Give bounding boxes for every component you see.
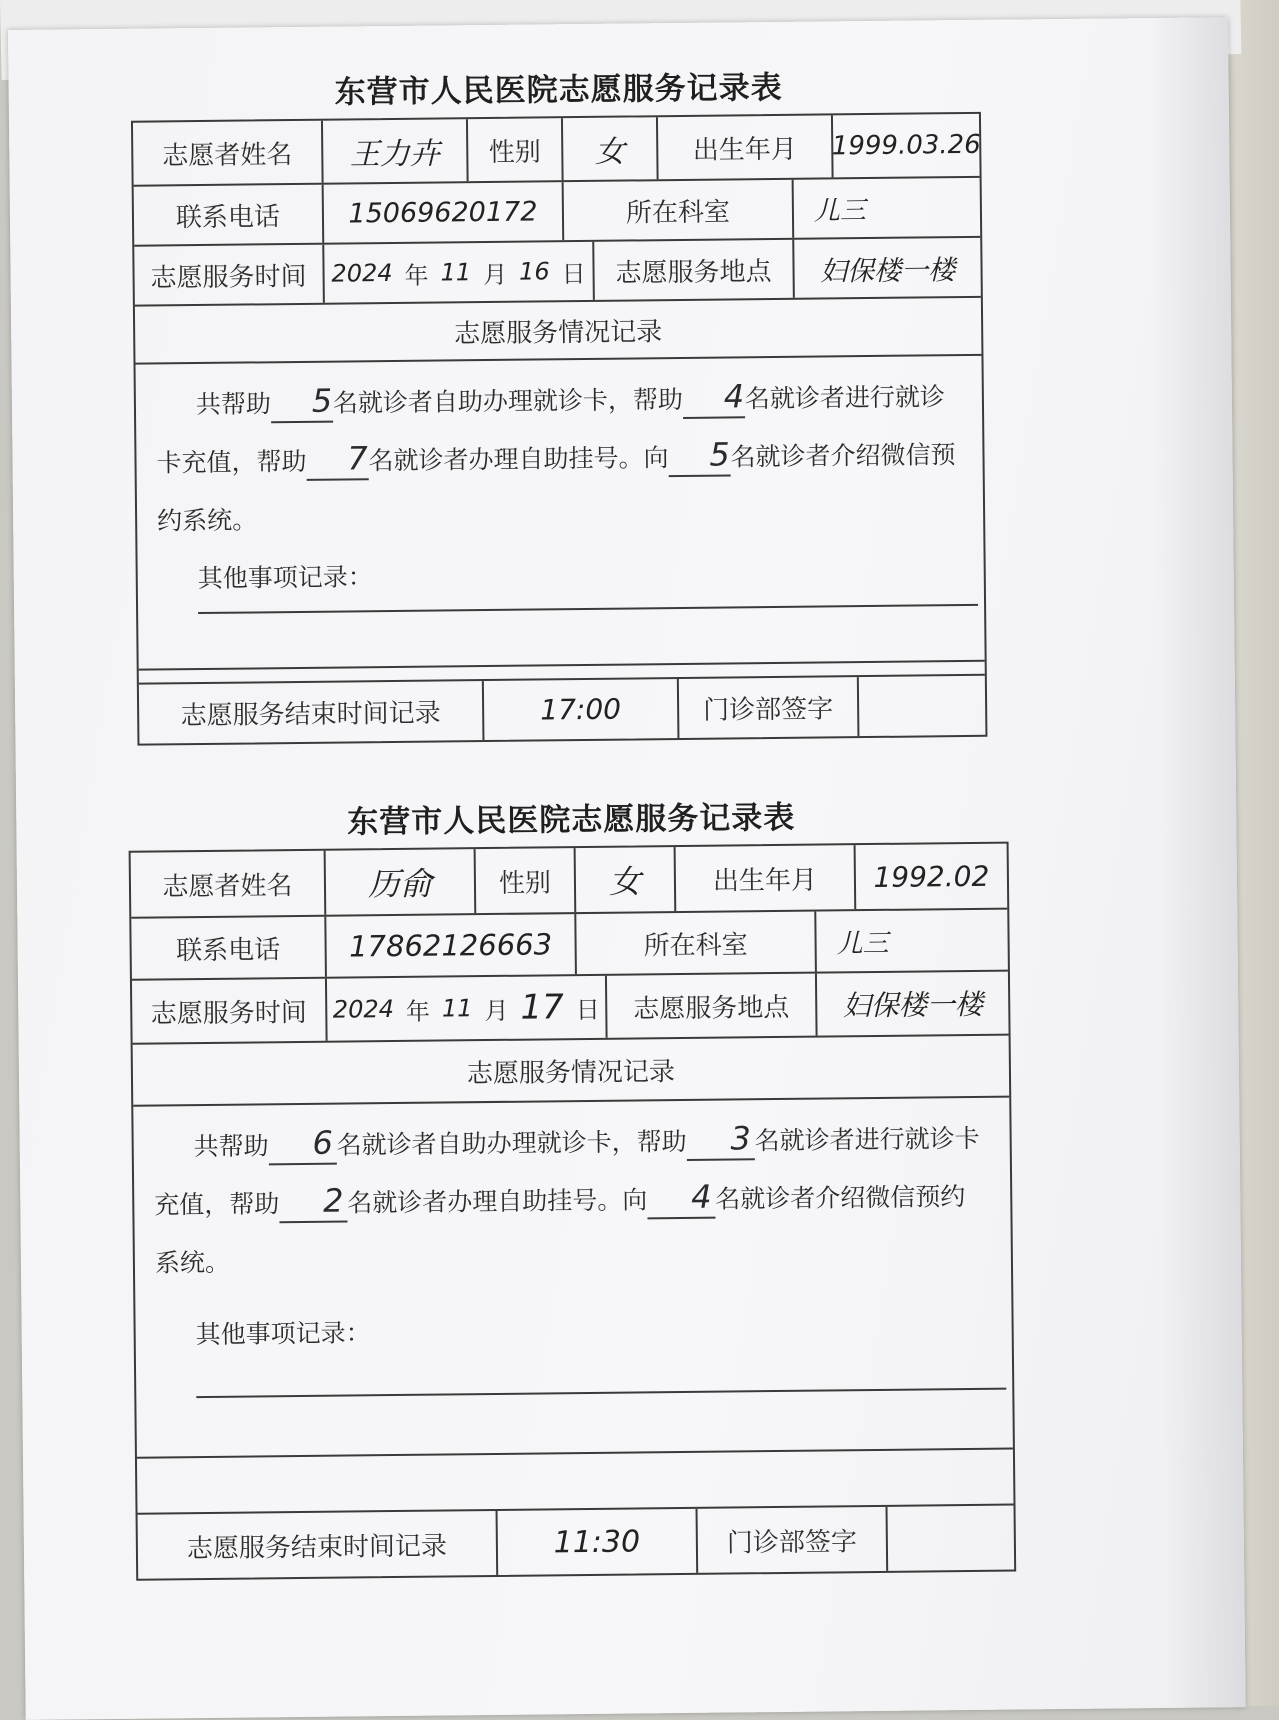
p-text-3: 名就诊者进行就 — [754, 1124, 930, 1156]
other-notes-line-2[interactable] — [139, 660, 985, 671]
paper-sheet — [8, 17, 1246, 1720]
count-wechat-field[interactable]: 4 — [647, 1177, 715, 1220]
count-register-field[interactable]: 2 — [279, 1181, 347, 1224]
form-title: 东营市人民医院志愿服务记录表 — [334, 69, 783, 111]
month-unit: 月 — [482, 260, 508, 289]
phone-label: 联系电话 — [131, 917, 327, 979]
count-recharge-field[interactable]: 4 — [683, 376, 745, 419]
name-row — [133, 114, 980, 187]
p-text-2: 名就诊者自助办理就诊卡，帮助 — [336, 1126, 687, 1160]
signature-field[interactable] — [888, 1506, 1015, 1571]
year-unit: 年 — [405, 997, 431, 1026]
day-unit: 日 — [575, 995, 600, 1024]
gender-value[interactable]: 女 — [563, 117, 659, 180]
phone-value[interactable]: 17862126663 — [326, 914, 577, 977]
phone-label: 联系电话 — [134, 185, 325, 245]
day-value: 17 — [520, 987, 564, 1028]
name-label: 志愿者姓名 — [133, 121, 324, 185]
phone-value[interactable]: 15069620172 — [324, 182, 565, 243]
department-label: 所在科室 — [564, 180, 795, 240]
month-value: 11 — [440, 258, 472, 287]
count-wechat-field[interactable]: 5 — [668, 434, 730, 477]
section-header-row — [135, 298, 982, 365]
service-time-row — [132, 972, 1009, 1045]
count-recharge-field[interactable]: 3 — [686, 1118, 754, 1161]
department-label: 所在科室 — [576, 912, 817, 975]
phone-row — [134, 178, 981, 247]
service-place-label: 志愿服务地点 — [594, 240, 795, 300]
p-text-6: 名就诊者介绍微 — [715, 1182, 891, 1214]
year-value: 2024 — [331, 258, 393, 288]
month-unit: 月 — [484, 996, 509, 1025]
p-text-6: 名就诊者介绍微 — [730, 440, 906, 472]
form-table — [129, 842, 1017, 1581]
name-value[interactable]: 王力卉 — [323, 119, 469, 183]
day-value: 16 — [518, 257, 550, 286]
section-header: 志愿服务情况记录 — [454, 316, 663, 349]
end-time-value[interactable]: 11:30 — [498, 1509, 699, 1575]
p-text-1: 共帮助 — [193, 1131, 269, 1162]
service-place-value[interactable]: 妇保楼一楼 — [819, 254, 956, 288]
signature-label: 门诊部签字 — [679, 677, 860, 738]
other-notes-label: 其他事项记录： — [195, 1318, 371, 1350]
birth-label: 出生年月 — [676, 845, 857, 911]
count-register-field[interactable]: 7 — [306, 438, 368, 481]
p-text-1: 共帮助 — [195, 389, 272, 420]
month-value: 11 — [441, 994, 473, 1023]
other-notes-label: 其他事项记录： — [197, 562, 373, 594]
birth-value[interactable]: 1999.03.26 — [831, 129, 981, 162]
service-time-row — [134, 238, 981, 307]
birth-value[interactable]: 1992.02 — [873, 859, 990, 894]
birth-label: 出生年月 — [658, 115, 834, 179]
record-form-1 — [118, 50, 1005, 759]
service-place-label: 志愿服务地点 — [607, 974, 818, 1038]
p-text-7: 信预约系统。 — [156, 440, 956, 536]
p-text-4: 诊卡充值，帮助 — [154, 1123, 980, 1220]
count-card-field[interactable]: 6 — [268, 1123, 336, 1166]
end-time-value[interactable]: 17:00 — [484, 679, 680, 740]
name-value[interactable]: 历俞 — [326, 849, 477, 915]
year-value: 2024 — [332, 995, 395, 1024]
form-table — [131, 112, 987, 746]
p-text-7: 信预约系统。 — [154, 1182, 966, 1278]
end-time-row — [139, 676, 986, 744]
service-place-value[interactable]: 妇保楼一楼 — [842, 987, 983, 1023]
p-text-2: 名就诊者自助办理就诊卡，帮助 — [332, 384, 684, 418]
section-header-row — [133, 1036, 1010, 1107]
gender-label: 性别 — [468, 118, 564, 181]
record-paragraph — [156, 368, 964, 550]
service-date[interactable] — [327, 976, 608, 1041]
record-form-2 — [116, 789, 1034, 1588]
service-record-body — [133, 1098, 1013, 1515]
section-header: 志愿服务情况记录 — [466, 1056, 676, 1089]
phone-row — [131, 910, 1008, 981]
day-unit: 日 — [561, 259, 586, 288]
name-label: 志愿者姓名 — [131, 851, 327, 917]
record-paragraph — [153, 1110, 991, 1293]
end-time-label: 志愿服务结束时间记录 — [139, 681, 485, 744]
p-text-4: 诊卡充值，帮助 — [156, 382, 946, 478]
service-date[interactable] — [324, 242, 595, 303]
p-text-5: 名就诊者办理自助挂号。向 — [368, 443, 669, 476]
department-value[interactable]: 儿三 — [836, 928, 889, 959]
end-time-label: 志愿服务结束时间记录 — [138, 1511, 499, 1579]
service-time-label: 志愿服务时间 — [134, 245, 325, 305]
p-text-5: 名就诊者办理自助挂号。向 — [347, 1185, 648, 1218]
form-title: 东营市人民医院志愿服务记录表 — [347, 799, 796, 841]
service-time-label: 志愿服务时间 — [132, 979, 328, 1043]
department-value[interactable]: 儿三 — [813, 195, 867, 227]
gender-value[interactable]: 女 — [576, 847, 677, 912]
other-notes-line-2[interactable] — [137, 1448, 1013, 1459]
name-row — [131, 844, 1008, 919]
p-text-3: 名就诊者进行就 — [744, 382, 921, 414]
signature-label: 门诊部签字 — [698, 1507, 889, 1573]
other-notes-line[interactable] — [196, 1388, 1006, 1398]
year-unit: 年 — [404, 261, 429, 290]
service-record-body — [136, 356, 985, 685]
gender-label: 性别 — [476, 848, 577, 913]
end-time-row — [138, 1506, 1015, 1579]
signature-field[interactable] — [859, 676, 986, 736]
count-card-field[interactable]: 5 — [271, 381, 333, 424]
